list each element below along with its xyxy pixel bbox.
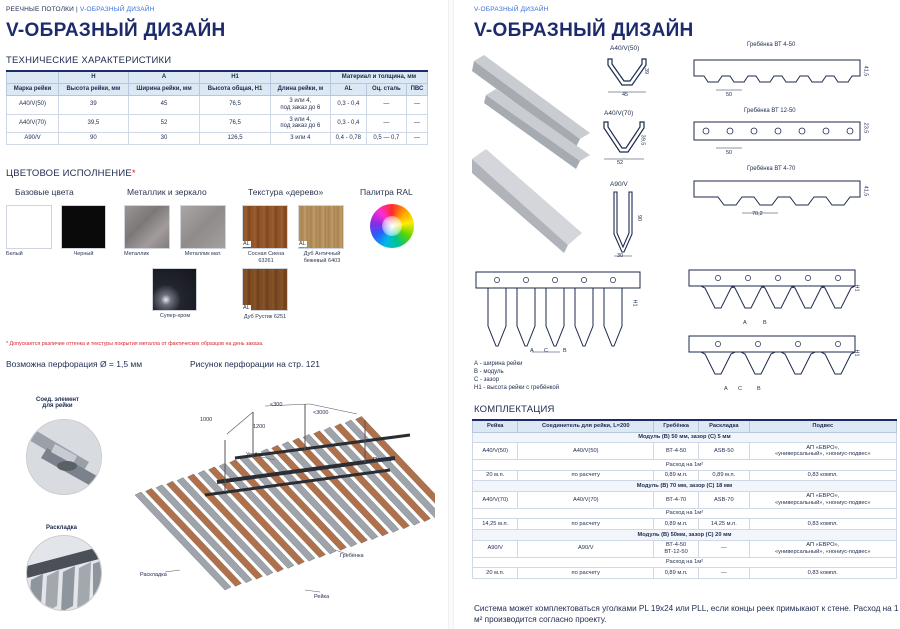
breadcrumb — [6, 6, 155, 13]
kit-usage-label: Расход на 1м² — [473, 508, 897, 519]
dim-1000: 1000 — [200, 417, 213, 423]
assembly-a90v-b: B — [563, 348, 567, 354]
spec-cell: 45 — [128, 95, 199, 114]
assembly-a40-1-b: B — [763, 320, 767, 326]
a90-slat — [575, 288, 593, 346]
swatch-super-chrome[interactable] — [152, 268, 197, 311]
comb-3-dim: 70,2 — [752, 211, 763, 217]
kit-col-header: Подвес — [749, 420, 896, 432]
kit-usage-cell: 0,83 компл. — [749, 470, 896, 481]
kit-cell: ASB-50 — [699, 443, 749, 460]
profile-2-label: A40/V(70) — [604, 110, 634, 117]
kit-cell: АП «ЕВРО», «универсальный», «нониус-подвес» — [749, 491, 896, 508]
spec-row — [7, 133, 428, 145]
kit-table — [472, 419, 897, 579]
spec-cell: A90/V — [7, 133, 59, 145]
raskladka-circle-label: Раскладка — [46, 525, 77, 531]
kit-usage-label-row — [473, 508, 897, 519]
swatch-oak-rustic-label: Дуб Рустик 6251 — [243, 314, 287, 320]
dimension-legend — [474, 360, 559, 392]
spec-cell: — — [406, 114, 427, 133]
profile-3-height: 90 — [636, 214, 643, 222]
grebenka-label: Гребёнка — [340, 553, 364, 559]
kit-usage-cell: 0,89 м.п. — [699, 470, 749, 481]
a40-slat — [821, 352, 855, 374]
kit-cell: A40/V(50) — [518, 443, 654, 460]
kit-cell: — — [699, 540, 749, 557]
profile-1-width: 45 — [622, 92, 629, 98]
kit-usage-cell: 20 м.п. — [473, 568, 518, 579]
group-metal-title: Металлик и зеркало — [127, 187, 207, 197]
comb-hole — [523, 277, 528, 282]
specs-heading: ТЕХНИЧЕСКИЕ ХАРАКТЕРИСТИКИ — [6, 55, 172, 66]
a40-slat — [741, 352, 775, 374]
comb-hole — [835, 341, 840, 346]
kit-cell: ASB-70 — [699, 491, 749, 508]
color-note: * Допускается различие оттенка и текстуры покрытия металла от фактических образцов на день заказа. — [6, 341, 264, 347]
comb-hole — [799, 128, 805, 134]
assembly-a90v-a: A — [530, 348, 534, 354]
comb-hole — [494, 277, 499, 282]
profile-3-width: 30 — [617, 253, 624, 259]
kit-cell: АП «ЕВРО», «универсальный», «нониус-подвес» — [749, 540, 896, 557]
right-page — [462, 0, 900, 629]
spec-cell: 3 или 4 — [270, 133, 330, 145]
spec-col-header: Высота общая, Н1 — [200, 83, 271, 95]
kit-cell: АП «ЕВРО», «универсальный», «нониус-подвес» — [749, 443, 896, 460]
comb-hole — [715, 275, 720, 280]
legend-item: Н1 - высота рейки с гребёнкой — [474, 385, 560, 392]
assembly-a90v-h1: H1 — [631, 299, 638, 307]
kit-usage-cell: 0,83 компл. — [749, 568, 896, 579]
right-breadcrumb-text[interactable]: V-ОБРАЗНЫЙ ДИЗАЙН — [474, 6, 549, 13]
kit-cell: A40/V(50) — [473, 443, 518, 460]
profile-1-label: A40/V(50) — [610, 45, 640, 52]
swatch-oak-antique-al: AL — [299, 241, 306, 247]
slat-3d-3-top — [472, 149, 582, 245]
book-spine — [448, 0, 454, 629]
assembly-a40-1-h1: H1 — [853, 284, 860, 292]
ral-wheel-center — [382, 216, 402, 236]
spec-th-blank — [7, 71, 59, 83]
spec-cell: 90 — [59, 133, 129, 145]
profile-3-drawing — [610, 190, 636, 258]
spec-cell: — — [366, 114, 406, 133]
comb-2-label: Гребёнка ВТ 12-50 — [744, 108, 796, 114]
spec-col-header: Ширина рейки, мм — [128, 83, 199, 95]
kit-usage-cell: 14,25 м.п. — [699, 519, 749, 530]
comb-hole — [727, 128, 733, 134]
color-heading-text: ЦВЕТОВОЕ ИСПОЛНЕНИЕ — [6, 168, 132, 179]
raskladka-detail-svg — [27, 536, 102, 611]
spec-cell: 39 — [59, 95, 129, 114]
a40-slat — [701, 352, 735, 374]
spec-cell: A40/V(50) — [7, 95, 59, 114]
comb-hole — [835, 275, 840, 280]
ceiling-assembly-illustration — [125, 400, 435, 615]
color-heading-star: * — [131, 168, 136, 179]
swatch-white[interactable] — [6, 205, 52, 249]
dim-300: <300 — [270, 402, 283, 408]
left-page — [0, 0, 440, 629]
assembly-a90v-c: C — [544, 348, 548, 354]
comb-hole — [751, 128, 757, 134]
kit-cell: A90/V — [473, 540, 518, 557]
spec-row — [7, 95, 428, 114]
specs-table — [6, 70, 428, 145]
kit-cell: ВТ-4-50 — [654, 443, 699, 460]
comb-hole — [581, 277, 586, 282]
spec-th-h1: H1 — [200, 71, 271, 83]
kit-row — [473, 443, 897, 460]
perforation-pattern-link[interactable]: Рисунок перфорации на стр. 121 — [190, 359, 320, 369]
comb-hole — [795, 341, 800, 346]
perforation-possible: Возможна перфорация Ø = 1,5 мм — [6, 359, 143, 369]
assembly-a90v-drawing — [474, 268, 644, 358]
profile-3-label: A90/V — [610, 181, 628, 188]
spec-cell: 76,5 — [200, 95, 271, 114]
legend-item: С - зазор — [474, 377, 500, 384]
a40-slat — [731, 286, 765, 308]
breadcrumb-sep: | — [74, 6, 80, 13]
page-title: V-ОБРАЗНЫЙ ДИЗАЙН — [6, 20, 226, 41]
a90-slat — [604, 288, 622, 346]
kit-usage-row — [473, 519, 897, 530]
swatch-oak-rustic-al: AL — [243, 305, 250, 311]
assembly-a40-drawing-1 — [687, 266, 862, 326]
kit-usage-cell: по расчету — [518, 519, 654, 530]
spec-cell: 126,5 — [200, 133, 271, 145]
right-breadcrumb — [474, 6, 549, 13]
spec-th-a: A — [128, 71, 199, 83]
connector-detail-image — [26, 419, 102, 495]
spec-col-header: Оц. сталь — [366, 83, 406, 95]
kit-usage-cell: 0,89 м.п. — [654, 568, 699, 579]
group-ral-title: Палитра RAL — [360, 187, 413, 197]
a40-slat — [781, 352, 815, 374]
spec-col-header: Длина рейки, м — [270, 83, 330, 95]
kit-row — [473, 540, 897, 557]
spec-th-blank2 — [270, 71, 330, 83]
connector-label: Соед. элемент для рейки — [36, 397, 79, 409]
comb-2-drawing — [692, 118, 862, 152]
dim-3000: <3000 — [313, 410, 329, 416]
breadcrumb-current[interactable]: V-ОБРАЗНЫЙ ДИЗАЙН — [79, 6, 155, 13]
a40-slat — [701, 286, 735, 308]
spec-cell: 3 или 4, под заказ до 6 — [270, 95, 330, 114]
slat-group — [135, 416, 435, 590]
comb-hole — [703, 128, 709, 134]
kit-module-cell: Модуль (В) 70 мм, зазор (С) 18 мм — [473, 481, 897, 492]
a90-slat — [488, 288, 506, 346]
swatch-metallic[interactable] — [124, 205, 170, 249]
comb-1-drawing — [692, 52, 862, 96]
assembly-a40-drawing-2 — [687, 332, 862, 392]
profile-1-height: 39 — [643, 67, 650, 75]
comb-hole — [552, 277, 557, 282]
kit-module-cell: Модуль (В) 50 мм, зазор (С) 5 мм — [473, 432, 897, 443]
breadcrumb-main[interactable]: РЕЕЧНЫЕ ПОТОЛКИ — [6, 6, 75, 13]
swatch-super-chrome-label: Супер-хром — [159, 313, 191, 319]
podves-label: Подвес — [373, 457, 392, 463]
swatch-black[interactable] — [61, 205, 106, 249]
kit-usage-label-row — [473, 557, 897, 568]
kit-cell: ВТ-4-50 ВТ-12-50 — [654, 540, 699, 557]
color-heading — [6, 168, 136, 179]
kit-row — [473, 491, 897, 508]
assembly-a40-2-b: B — [757, 386, 761, 392]
comb-hole — [775, 275, 780, 280]
kit-module-row — [473, 481, 897, 492]
comb-3-drawing — [692, 175, 862, 219]
comb-hole — [805, 275, 810, 280]
swatch-pine-label: Сосная Сиена 63261 — [247, 251, 285, 264]
profile-2-width: 52 — [617, 160, 624, 166]
kit-cell: A40/V(70) — [473, 491, 518, 508]
assembly-a40-2-h1: H1 — [853, 349, 860, 357]
dim-1200: 1200 — [253, 424, 266, 430]
swatch-metallic-mat[interactable] — [180, 205, 226, 249]
ugolok-label: Уголок — [246, 452, 263, 458]
spec-col-header: Марка рейки — [7, 83, 59, 95]
kit-cell: ВТ-4-70 — [654, 491, 699, 508]
a90-slat — [546, 288, 564, 346]
kit-usage-label: Расход на 1м² — [473, 460, 897, 471]
kit-module-row — [473, 530, 897, 541]
kit-module-row — [473, 432, 897, 443]
profile-2-height: 39,5 — [639, 134, 646, 146]
right-page-title: V-ОБРАЗНЫЙ ДИЗАЙН — [474, 20, 694, 41]
spec-th-material: Материал и толщина, мм — [330, 71, 427, 83]
slat-3d-images — [472, 55, 592, 255]
kit-cell: A90/V — [518, 540, 654, 557]
swatch-white-label: Белый — [6, 251, 23, 257]
kit-col-header: Гребёнка — [654, 420, 699, 432]
spec-cell: — — [406, 133, 427, 145]
comb-hole — [610, 277, 615, 282]
ral-color-wheel[interactable] — [370, 204, 414, 248]
kit-usage-cell: по расчету — [518, 568, 654, 579]
comb-hole — [755, 341, 760, 346]
swatch-metallic-mat-label: Металлик мат. — [184, 251, 222, 257]
comb-hole — [823, 128, 829, 134]
comb-2-dim: 50 — [726, 150, 733, 156]
kit-col-header: Соединитель для рейки, L=200 — [518, 420, 654, 432]
kit-usage-cell: 0,89 м.п. — [654, 519, 699, 530]
spec-cell: 52 — [128, 114, 199, 133]
spec-cell: A40/V(70) — [7, 114, 59, 133]
a40-slat — [821, 286, 855, 308]
kit-usage-label: Расход на 1м² — [473, 557, 897, 568]
swatch-black-label: Черный — [73, 251, 94, 257]
spec-cell: 0,5 — 0,7 — [366, 133, 406, 145]
spec-cell: 0,3 - 0,4 — [330, 95, 366, 114]
a40-slat — [761, 286, 795, 308]
comb-2-height: 23,5 — [862, 122, 869, 134]
spec-col-header: AL — [330, 83, 366, 95]
swatch-oak-antique-label: Дуб Античный бежевый 6403 — [303, 251, 341, 264]
reyka-label: Рейка — [314, 594, 330, 600]
kit-col-header: Рейка — [473, 420, 518, 432]
kit-col-header: Раскладка — [699, 420, 749, 432]
kit-usage-cell: 20 м.п. — [473, 470, 518, 481]
legend-item: А - ширина рейки — [474, 361, 523, 367]
bottom-note: Система может комплектоваться уголками PL 19х24 или PLL, если концы реек примыкают к стене. Расход на 1 м² производится согласно проекту. — [474, 604, 899, 625]
assembly-a40-2-a: A — [724, 386, 728, 392]
spec-cell: 0,4 - 0,78 — [330, 133, 366, 145]
comb-hole — [745, 275, 750, 280]
comb-hole — [847, 128, 853, 134]
raskladka-detail-image — [26, 535, 102, 611]
spec-col-header: ПВС — [406, 83, 427, 95]
group-basic-title: Базовые цвета — [15, 187, 74, 197]
group-wood-title: Текстура «дерево» — [248, 187, 324, 197]
spec-row — [7, 114, 428, 133]
profile-1-drawing — [604, 55, 650, 97]
spec-cell: 39,5 — [59, 114, 129, 133]
assembly-a40-2-c: C — [738, 386, 742, 392]
comb-hole — [715, 341, 720, 346]
spec-col-header: Высота рейки, мм — [59, 83, 129, 95]
comb-1-height: 41,5 — [862, 65, 869, 77]
kit-usage-cell: 0,83 компл. — [749, 519, 896, 530]
kit-usage-cell: 0,89 м.п. — [654, 470, 699, 481]
swatch-pine-al: AL — [243, 241, 250, 247]
spec-cell: 30 — [128, 133, 199, 145]
spec-th-h: H — [59, 71, 129, 83]
spec-cell: — — [406, 95, 427, 114]
assembly-a40-1-a: A — [743, 320, 747, 326]
comb-1-label: Гребёнка ВТ 4-50 — [747, 42, 796, 48]
spec-cell: 3 или 4, под заказ до 6 — [270, 114, 330, 133]
comb-1-dim: 50 — [726, 92, 733, 98]
kit-usage-cell: по расчету — [518, 470, 654, 481]
kit-module-cell: Модуль (В) 50мм, зазор (С) 20 мм — [473, 530, 897, 541]
spec-cell: 0,3 - 0,4 — [330, 114, 366, 133]
kit-usage-cell: 14,25 м.п. — [473, 519, 518, 530]
spec-cell: — — [366, 95, 406, 114]
kit-usage-cell: — — [699, 568, 749, 579]
comb-3-label: Гребёнка ВТ 4-70 — [747, 166, 796, 172]
comb-3-height: 41,5 — [862, 185, 869, 197]
spec-cell: 76,5 — [200, 114, 271, 133]
a40-slat — [791, 286, 825, 308]
raskladka-label: Раскладка — [140, 572, 167, 578]
kit-usage-label-row — [473, 460, 897, 471]
kit-usage-row — [473, 470, 897, 481]
kit-heading: КОМПЛЕКТАЦИЯ — [474, 404, 555, 415]
kit-usage-row — [473, 568, 897, 579]
legend-item: В - модуль — [474, 369, 504, 376]
connector-detail-svg — [27, 420, 102, 495]
swatch-metallic-label: Металлик — [124, 251, 149, 257]
a90-slat — [517, 288, 535, 346]
kit-cell: A40/V(70) — [518, 491, 654, 508]
slat-3d-3-side — [472, 159, 568, 253]
comb-hole — [775, 128, 781, 134]
